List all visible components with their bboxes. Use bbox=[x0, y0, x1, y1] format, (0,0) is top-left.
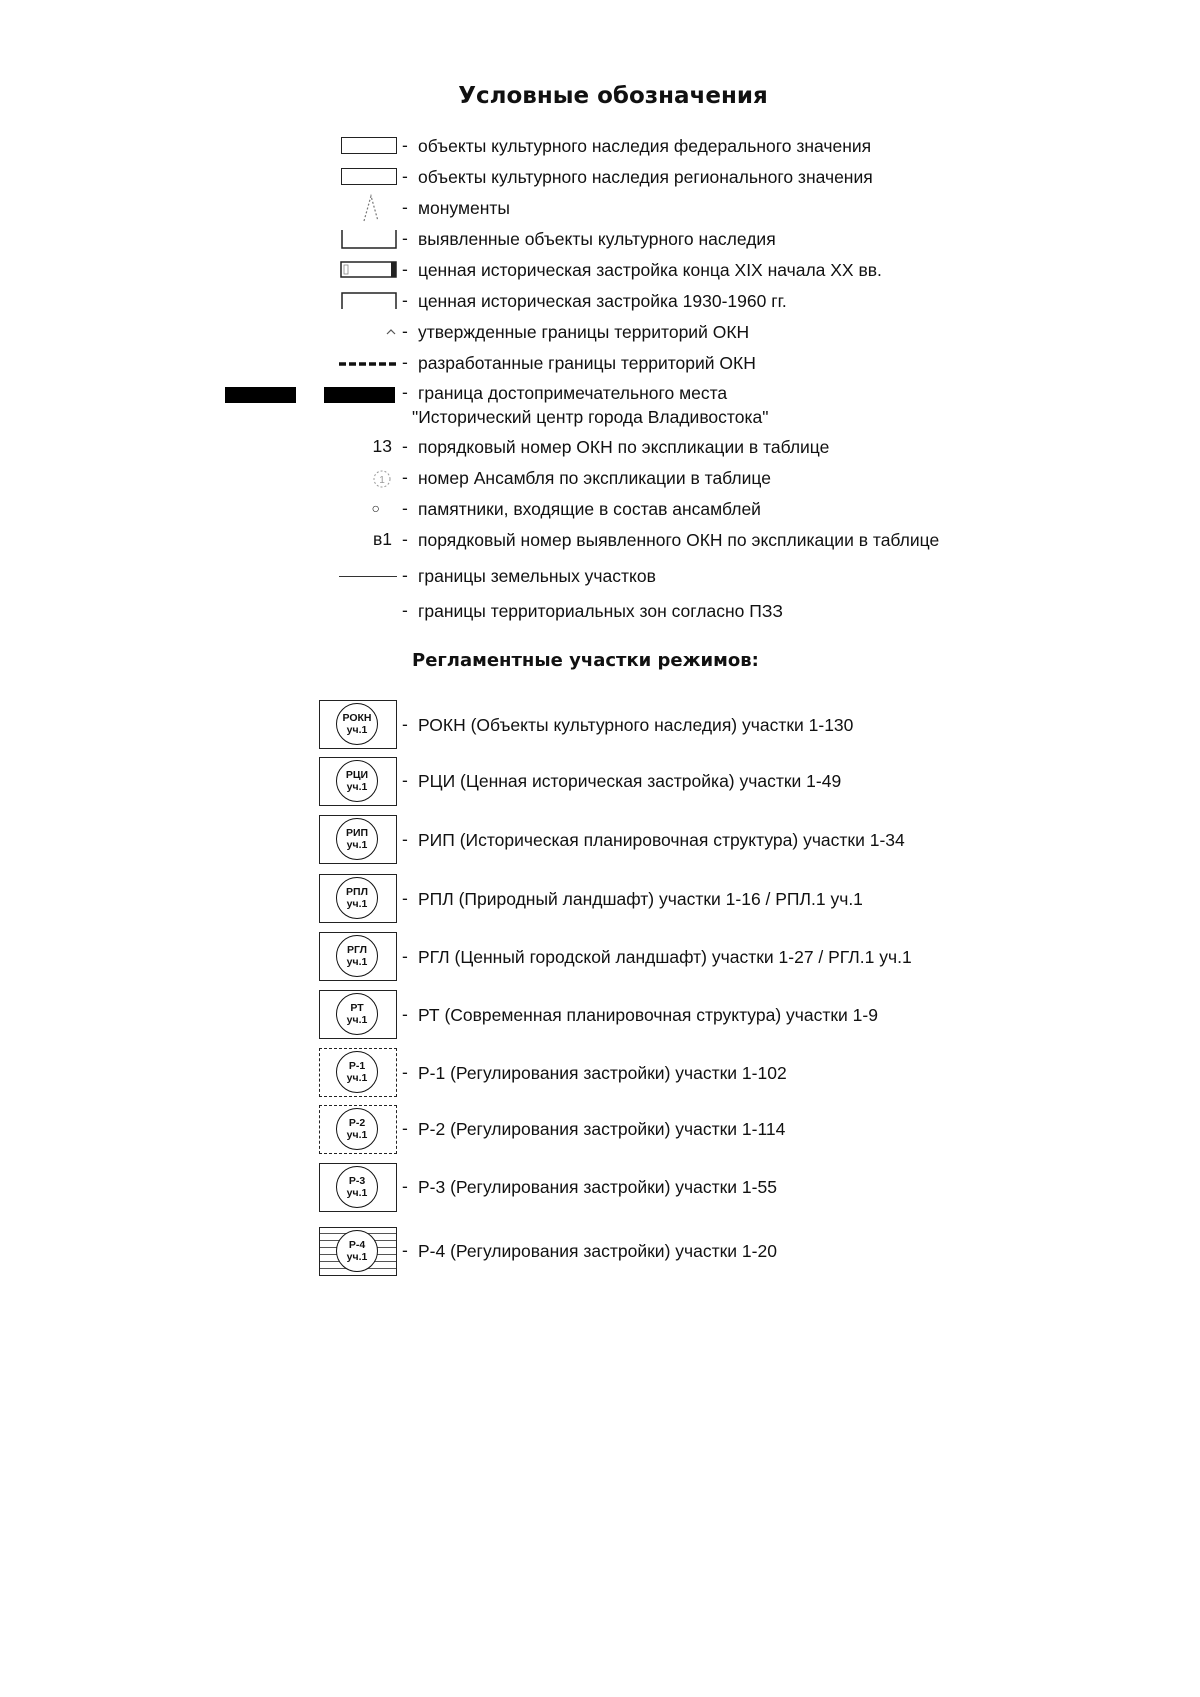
zone-emblem-text: уч.1 bbox=[346, 1251, 368, 1263]
landmark-boundary-swatch bbox=[225, 387, 296, 403]
legend-label: номер Ансамбля по экспликации в таблице bbox=[418, 468, 771, 488]
zone-emblem bbox=[319, 1227, 397, 1276]
legend-label: ценная историческая застройка 1930-1960 гг. bbox=[418, 291, 787, 311]
zone-emblem-text: РИП bbox=[345, 827, 369, 839]
zone-emblem-text: уч.1 bbox=[346, 839, 368, 851]
zone-emblem-text: Р-4 bbox=[348, 1239, 366, 1251]
zone-label: РОКН (Объекты культурного наследия) участки 1-130 bbox=[418, 715, 854, 735]
zone-emblem-text: РПЛ bbox=[346, 886, 368, 898]
svg-text:1: 1 bbox=[379, 475, 385, 486]
legend-label: монументы bbox=[418, 198, 511, 218]
zone-emblem bbox=[319, 990, 397, 1039]
legend-label: порядковый номер выявленного ОКН по экспликации в таблице bbox=[418, 530, 940, 550]
zone-emblem bbox=[319, 1048, 397, 1097]
developed-boundary-symbol bbox=[338, 360, 400, 368]
zone-emblem-text: уч.1 bbox=[346, 724, 368, 736]
okn-number-symbol: 13 bbox=[372, 436, 392, 456]
legend-label: границы земельных участков bbox=[418, 566, 656, 586]
zone-label: Р-3 (Регулирования застройки) участки 1-55 bbox=[418, 1177, 777, 1197]
landmark-boundary-symbol bbox=[324, 387, 395, 403]
legend-label: объекты культурного наследия регионального значения bbox=[418, 167, 873, 187]
legend-label: утвержденные границы территорий ОКН bbox=[418, 322, 750, 342]
legend-label: порядковый номер ОКН по экспликации в таблице bbox=[418, 437, 830, 457]
zone-emblem-text: РЦИ bbox=[345, 769, 369, 781]
zone-emblem bbox=[319, 757, 397, 806]
regional-okn-symbol bbox=[341, 168, 397, 185]
zone-emblem-text: уч.1 bbox=[346, 1129, 368, 1141]
legend-label: разработанные границы территорий ОКН bbox=[418, 353, 756, 373]
zone-label: РЦИ (Ценная историческая застройка) участки 1-49 bbox=[418, 771, 842, 791]
monument-icon bbox=[361, 193, 381, 223]
legend-label-continued: "Исторический центр города Владивостока" bbox=[412, 407, 769, 427]
regulation-subtitle: Регламентные участки режимов: bbox=[412, 650, 759, 671]
zone-label: Р-2 (Регулирования застройки) участки 1-114 bbox=[418, 1119, 786, 1139]
zone-emblem-text: РТ bbox=[350, 1002, 364, 1014]
zone-emblem bbox=[319, 1163, 397, 1212]
zone-emblem bbox=[319, 815, 397, 864]
zone-emblem bbox=[319, 700, 397, 749]
legend-label: ценная историческая застройка конца XIX начала XX вв. bbox=[418, 260, 882, 280]
zone-label: РИП (Историческая планировочная структура) участки 1-34 bbox=[418, 830, 905, 850]
zone-emblem-text: уч.1 bbox=[346, 1072, 368, 1084]
zone-label: РТ (Современная планировочная структура) участки 1-9 bbox=[418, 1005, 878, 1025]
legend-page: Условные обозначения - объекты культурного наследия федерального значения - объекты культурного наследия регионального значения - монументы - выявленные объекты культурного наследия - ценная историческая застройка конца XIX начала XX вв. - ценная историческая застройка 1930-1960 гг. - утвержденные границы территорий ОКН - разработанные границы территорий ОКН - граница достопримечательного места "Исторический центр города Владивостока" 13 - порядковый номер ОКН по экспликации в таблице 1 - номер Ансамбля по экспликации в таблице ○ - памятники, входящие в состав ансамблей в1 - порядковый номер выявленного ОКН по экспликации в таблице - границы земельных участков - границы территориальных зон согласно ПЗЗ Регламентные участки режимов: РОКН уч.1 - РОКН (Объекты культурного наследия) участки 1-130 РЦИ уч.1 - РЦИ (Ценная историческая застройка) участки 1-49 РИП уч.1 - РИП (Историческая планировочная структура) участки 1-34 РПЛ уч.1 - РПЛ (Природный ландшафт) участки 1-16 / РПЛ.1 уч.1 РГЛ уч.1 - РГЛ (Ценный городской ландшафт) участки 1-27 / РГЛ.1 уч.1 РТ уч.1 - РТ (Современная планировочная структура) участки 1-9 Р-1 уч.1 - Р-1 (Регулирования застройки) участки 1-102 Р-2 уч.1 - Р-2 (Регулирования застройки) участки 1-114 Р-3 уч.1 - Р-3 (Регулирования застройки) участки 1-55 Р-4 уч.1 - Р-4 (Регулирования застройки) участки 1-20 bbox=[0, 0, 1200, 1697]
zone-emblem-text: уч.1 bbox=[346, 1014, 368, 1026]
land-plot-line-symbol bbox=[339, 576, 397, 577]
legend-label: границы территориальных зон согласно ПЗЗ bbox=[418, 601, 783, 621]
zone-emblem bbox=[319, 874, 397, 923]
historic-building-1930-symbol bbox=[340, 291, 398, 311]
zone-label: РПЛ (Природный ландшафт) участки 1-16 / РПЛ.1 уч.1 bbox=[418, 889, 863, 909]
zone-emblem-text: РГЛ bbox=[346, 944, 368, 956]
zone-emblem-text: Р-3 bbox=[348, 1175, 366, 1187]
identified-number-symbol: в1 bbox=[372, 529, 392, 549]
legend-label: выявленные объекты культурного наследия bbox=[418, 229, 776, 249]
zone-emblem-text: уч.1 bbox=[346, 1187, 368, 1199]
legend-label: граница достопримечательного места bbox=[418, 383, 728, 403]
identified-okn-symbol bbox=[340, 228, 398, 250]
approved-boundary-symbol bbox=[386, 327, 400, 337]
zone-emblem-text: уч.1 bbox=[346, 898, 368, 910]
zone-emblem-text: уч.1 bbox=[346, 956, 368, 968]
historic-building-symbol bbox=[340, 260, 398, 280]
zone-label: Р-4 (Регулирования застройки) участки 1-20 bbox=[418, 1241, 777, 1261]
zone-emblem bbox=[319, 1105, 397, 1154]
zone-emblem-text: Р-1 bbox=[348, 1060, 366, 1072]
legend-title: Условные обозначения bbox=[458, 83, 768, 109]
federal-okn-symbol bbox=[341, 137, 397, 154]
zone-emblem-text: Р-2 bbox=[348, 1117, 366, 1129]
legend-label: памятники, входящие в состав ансамблей bbox=[418, 499, 761, 519]
legend-label: объекты культурного наследия федерального значения bbox=[418, 136, 872, 156]
zone-emblem bbox=[319, 932, 397, 981]
ensemble-member-icon: ○ bbox=[371, 500, 380, 516]
zone-emblem-text: уч.1 bbox=[346, 781, 368, 793]
zone-label: РГЛ (Ценный городской ландшафт) участки 1-27 / РГЛ.1 уч.1 bbox=[418, 947, 912, 967]
zone-label: Р-1 (Регулирования застройки) участки 1-102 bbox=[418, 1063, 787, 1083]
ensemble-number-icon bbox=[371, 469, 393, 489]
zone-emblem-text: РОКН bbox=[342, 712, 372, 724]
